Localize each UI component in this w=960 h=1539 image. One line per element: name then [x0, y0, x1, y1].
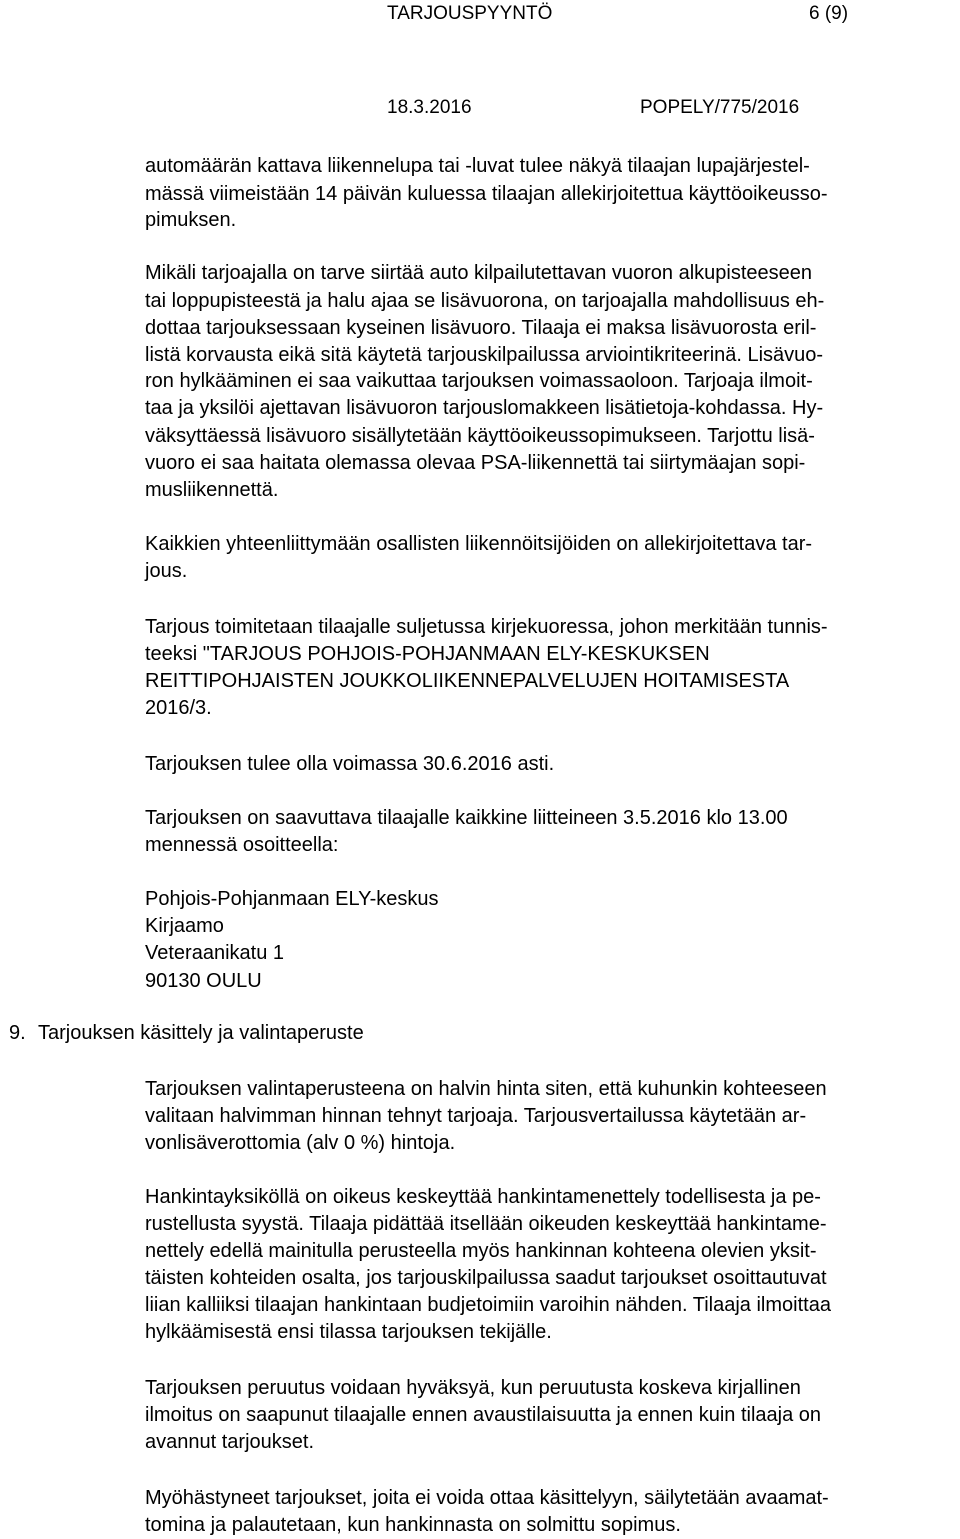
- text-line: Kaikkien yhteenliittymään osallisten liikennöitsijöiden on allekirjoitettava tar-: [145, 533, 813, 555]
- text-line: vuoro ei saa haitata olemassa olevaa PSA-liikennettä tai siirtymäajan sopi-: [145, 452, 806, 474]
- document-type: TARJOUSPYYNTÖ: [387, 3, 553, 24]
- address-line: Kirjaamo: [145, 915, 224, 937]
- text-line: Tarjouksen valintaperusteena on halvin hinta siten, että kuhunkin kohteeseen: [145, 1078, 827, 1100]
- text-line: tomina ja palautetaan, kun hankinnasta on solmittu sopimus.: [145, 1514, 681, 1536]
- page-number: 6 (9): [809, 3, 849, 24]
- text-line: pimuksen.: [145, 209, 237, 231]
- text-line: valitaan halvimman hinnan tehnyt tarjoaja. Tarjousvertailussa käytetään ar-: [145, 1105, 807, 1127]
- text-line: Mikäli tarjoajalla on tarve siirtää auto kilpailutettavan vuoron alkupisteeseen: [145, 262, 813, 284]
- text-line: Tarjous toimitetaan tilaajalle suljetussa kirjekuoressa, johon merkitään tunnis-: [145, 616, 828, 638]
- section-title: Tarjouksen käsittely ja valintaperuste: [38, 1022, 364, 1044]
- address-line: 90130 OULU: [145, 970, 262, 992]
- text-line: mennessä osoitteella:: [145, 834, 339, 856]
- section-number: 9.: [9, 1022, 26, 1044]
- text-line: ron hylkääminen ei saa vaikuttaa tarjouksen voimassaoloon. Tarjoaja ilmoit-: [145, 370, 813, 392]
- text-line: automäärän kattava liikennelupa tai -luvat tulee näkyä tilaajan lupajärjestel-: [145, 155, 810, 177]
- text-line: REITTIPOHJAISTEN JOUKKOLIIKENNEPALVELUJEN HOITAMISESTA: [145, 670, 790, 692]
- text-line: listä korvausta eikä sitä käytetä tarjouskilpailussa arviointikriteerinä. Lisävuo-: [145, 344, 824, 366]
- text-line: väksyttäessä lisävuoro sisällytetään käyttöoikeussopimukseen. Tarjottu lisä-: [145, 425, 815, 447]
- document-reference: POPELY/775/2016: [640, 97, 800, 118]
- address-line: Pohjois-Pohjanmaan ELY-keskus: [145, 888, 439, 910]
- text-line: 2016/3.: [145, 697, 212, 719]
- address-line: Veteraanikatu 1: [145, 942, 284, 964]
- text-line: Tarjouksen tulee olla voimassa 30.6.2016 asti.: [145, 753, 555, 775]
- text-line: avannut tarjoukset.: [145, 1431, 314, 1453]
- text-line: hylkäämisestä ensi tilassa tarjouksen tekijälle.: [145, 1321, 552, 1343]
- text-line: musliikennettä.: [145, 479, 279, 501]
- text-line: Myöhästyneet tarjoukset, joita ei voida ottaa käsittelyyn, säilytetään avaamat-: [145, 1487, 829, 1509]
- text-line: Tarjouksen peruutus voidaan hyväksyä, kun peruutusta koskeva kirjallinen: [145, 1377, 801, 1399]
- text-line: tai loppupisteestä ja halu ajaa se lisävuorona, on tarjoajalla mahdollisuus eh-: [145, 290, 825, 312]
- text-line: taa ja yksilöi ajettavan lisävuoron tarjouslomakkeen lisätietoja-kohdassa. Hy-: [145, 397, 824, 419]
- text-line: dottaa tarjouksessaan kyseinen lisävuoro. Tilaaja ei maksa lisävuorosta eril-: [145, 317, 817, 339]
- text-line: nettely edellä mainitulla perusteella myös hankinnan kohteena olevien yksit-: [145, 1240, 817, 1262]
- text-line: rustellusta syystä. Tilaaja pidättää itsellään oikeuden keskeyttää hankintame-: [145, 1213, 827, 1235]
- text-line: täisten kohteiden osalta, jos tarjouskilpailussa saadut tarjoukset osoittautuvat: [145, 1267, 827, 1289]
- text-line: vonlisäverottomia (alv 0 %) hintoja.: [145, 1132, 456, 1154]
- text-line: Hankintayksiköllä on oikeus keskeyttää hankintamenettely todellisesta ja pe-: [145, 1186, 821, 1208]
- text-line: ilmoitus on saapunut tilaajalle ennen avaustilaisuutta ja ennen kuin tilaaja on: [145, 1404, 822, 1426]
- document-date: 18.3.2016: [387, 97, 472, 118]
- text-line: liian kalliiksi tilaajan hankintaan budjetoimiin varoihin nähden. Tilaaja ilmoittaa: [145, 1294, 831, 1316]
- text-line: mässä viimeistään 14 päivän kuluessa tilaajan allekirjoitettua käyttöoikeusso-: [145, 183, 828, 205]
- text-line: teeksi "TARJOUS POHJOIS-POHJANMAAN ELY-KESKUKSEN: [145, 643, 710, 665]
- text-line: jous.: [145, 560, 188, 582]
- text-line: Tarjouksen on saavuttava tilaajalle kaikkine liitteineen 3.5.2016 klo 13.00: [145, 807, 788, 829]
